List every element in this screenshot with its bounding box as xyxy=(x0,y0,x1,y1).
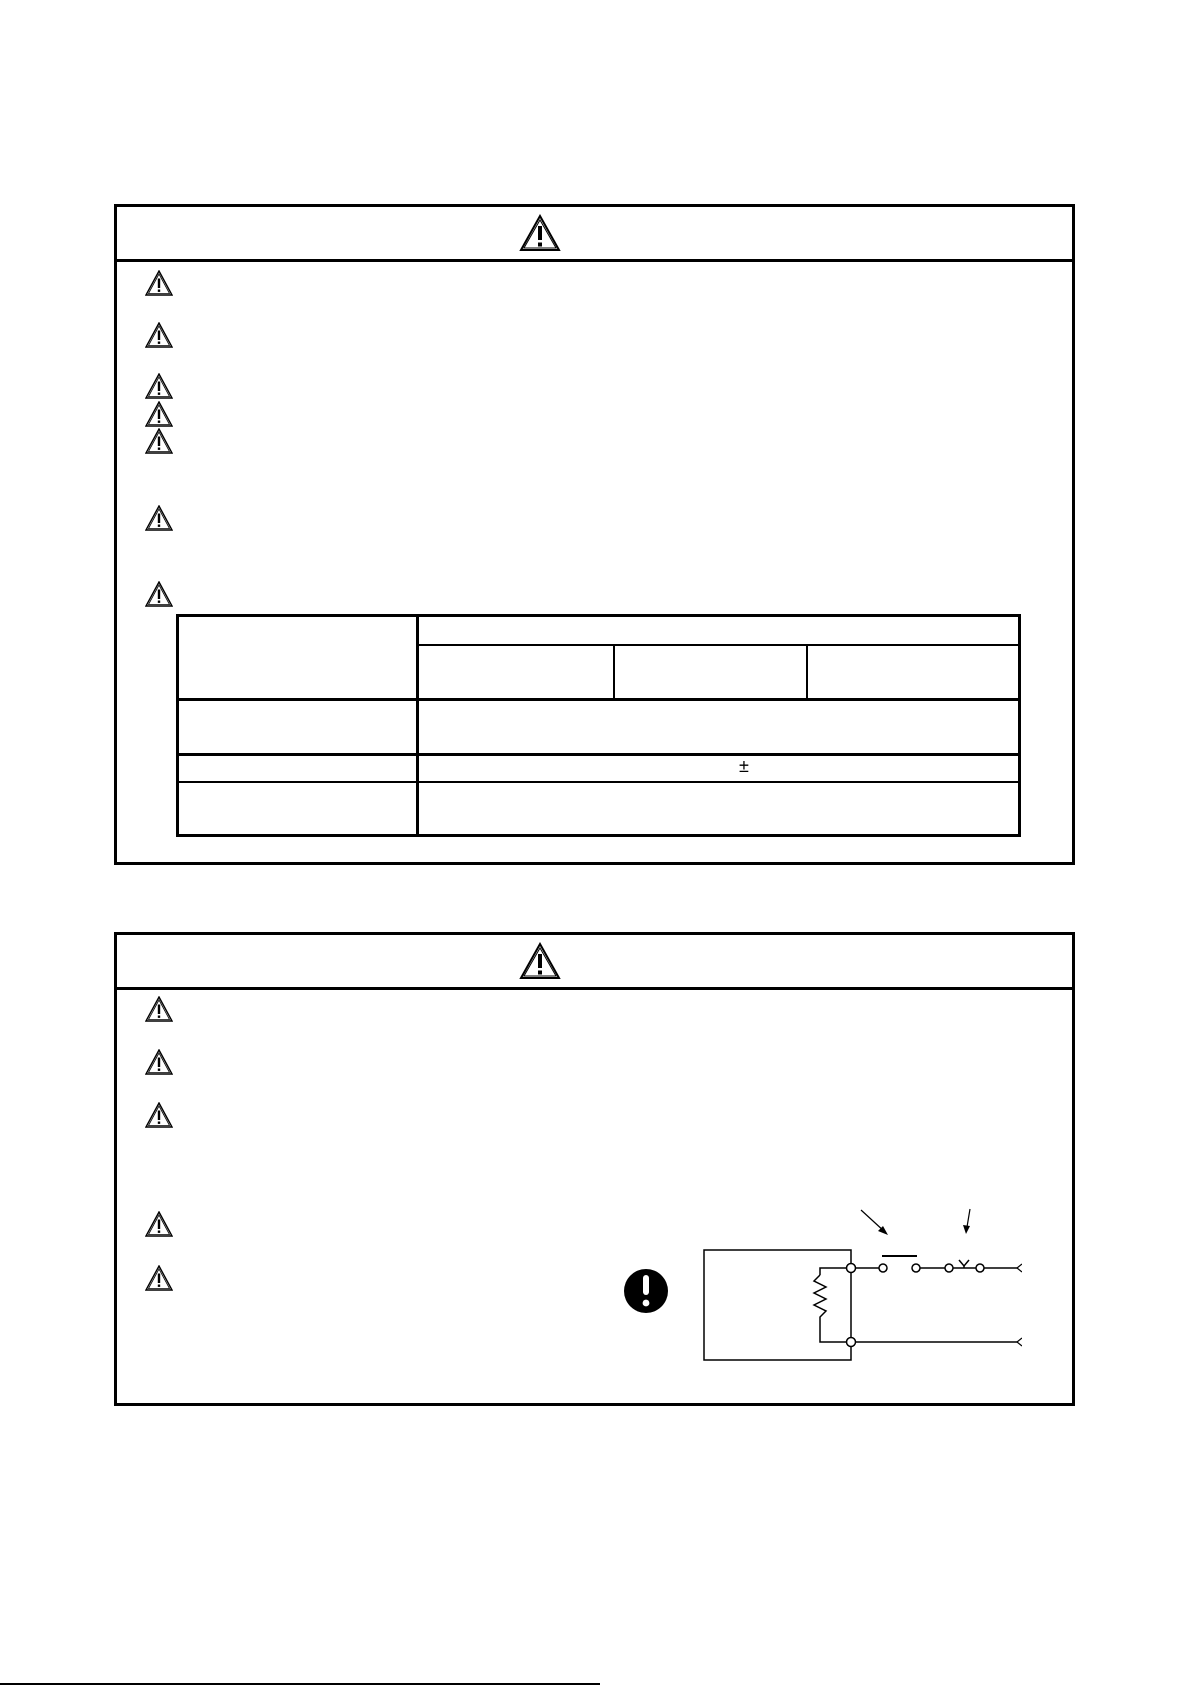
exclamation-circle-icon xyxy=(624,1269,668,1313)
terminal-bottom xyxy=(847,1338,856,1347)
table-divider xyxy=(179,781,1018,783)
warning-triangle-icon xyxy=(145,428,173,454)
switch-contact xyxy=(856,1256,946,1272)
table-row-value: ± xyxy=(739,756,749,776)
warning-triangle-icon xyxy=(145,1102,173,1128)
warning-triangle-icon xyxy=(145,1211,173,1237)
warning-triangle-icon xyxy=(145,373,173,399)
warning-triangle-icon xyxy=(145,322,173,348)
device-box xyxy=(704,1250,851,1360)
caution-panel-2 xyxy=(114,932,1075,1406)
table-divider xyxy=(613,644,615,699)
specification-table xyxy=(176,614,1021,837)
warning-triangle-icon xyxy=(145,996,173,1022)
warning-triangle-icon xyxy=(145,1265,173,1291)
warning-triangle-icon xyxy=(145,401,173,427)
table-divider xyxy=(179,698,1018,701)
table-divider xyxy=(416,617,419,834)
fuse xyxy=(945,1260,1022,1272)
warning-triangle-icon xyxy=(145,270,173,296)
table-divider xyxy=(179,753,1018,756)
return-line xyxy=(856,1338,1023,1346)
wiring-diagram xyxy=(622,1190,1022,1380)
table-divider xyxy=(419,644,1018,646)
warning-triangle-icon xyxy=(519,942,561,980)
arrow-pointer xyxy=(861,1209,970,1235)
warning-triangle-icon xyxy=(519,214,561,252)
warning-triangle-icon xyxy=(145,581,173,607)
caution-panel xyxy=(114,204,1075,865)
terminal-top xyxy=(847,1264,856,1273)
warning-triangle-icon xyxy=(145,505,173,531)
panel-header xyxy=(117,207,1072,262)
table-divider xyxy=(806,644,808,699)
warning-triangle-icon xyxy=(145,1049,173,1075)
panel-header xyxy=(117,935,1072,990)
